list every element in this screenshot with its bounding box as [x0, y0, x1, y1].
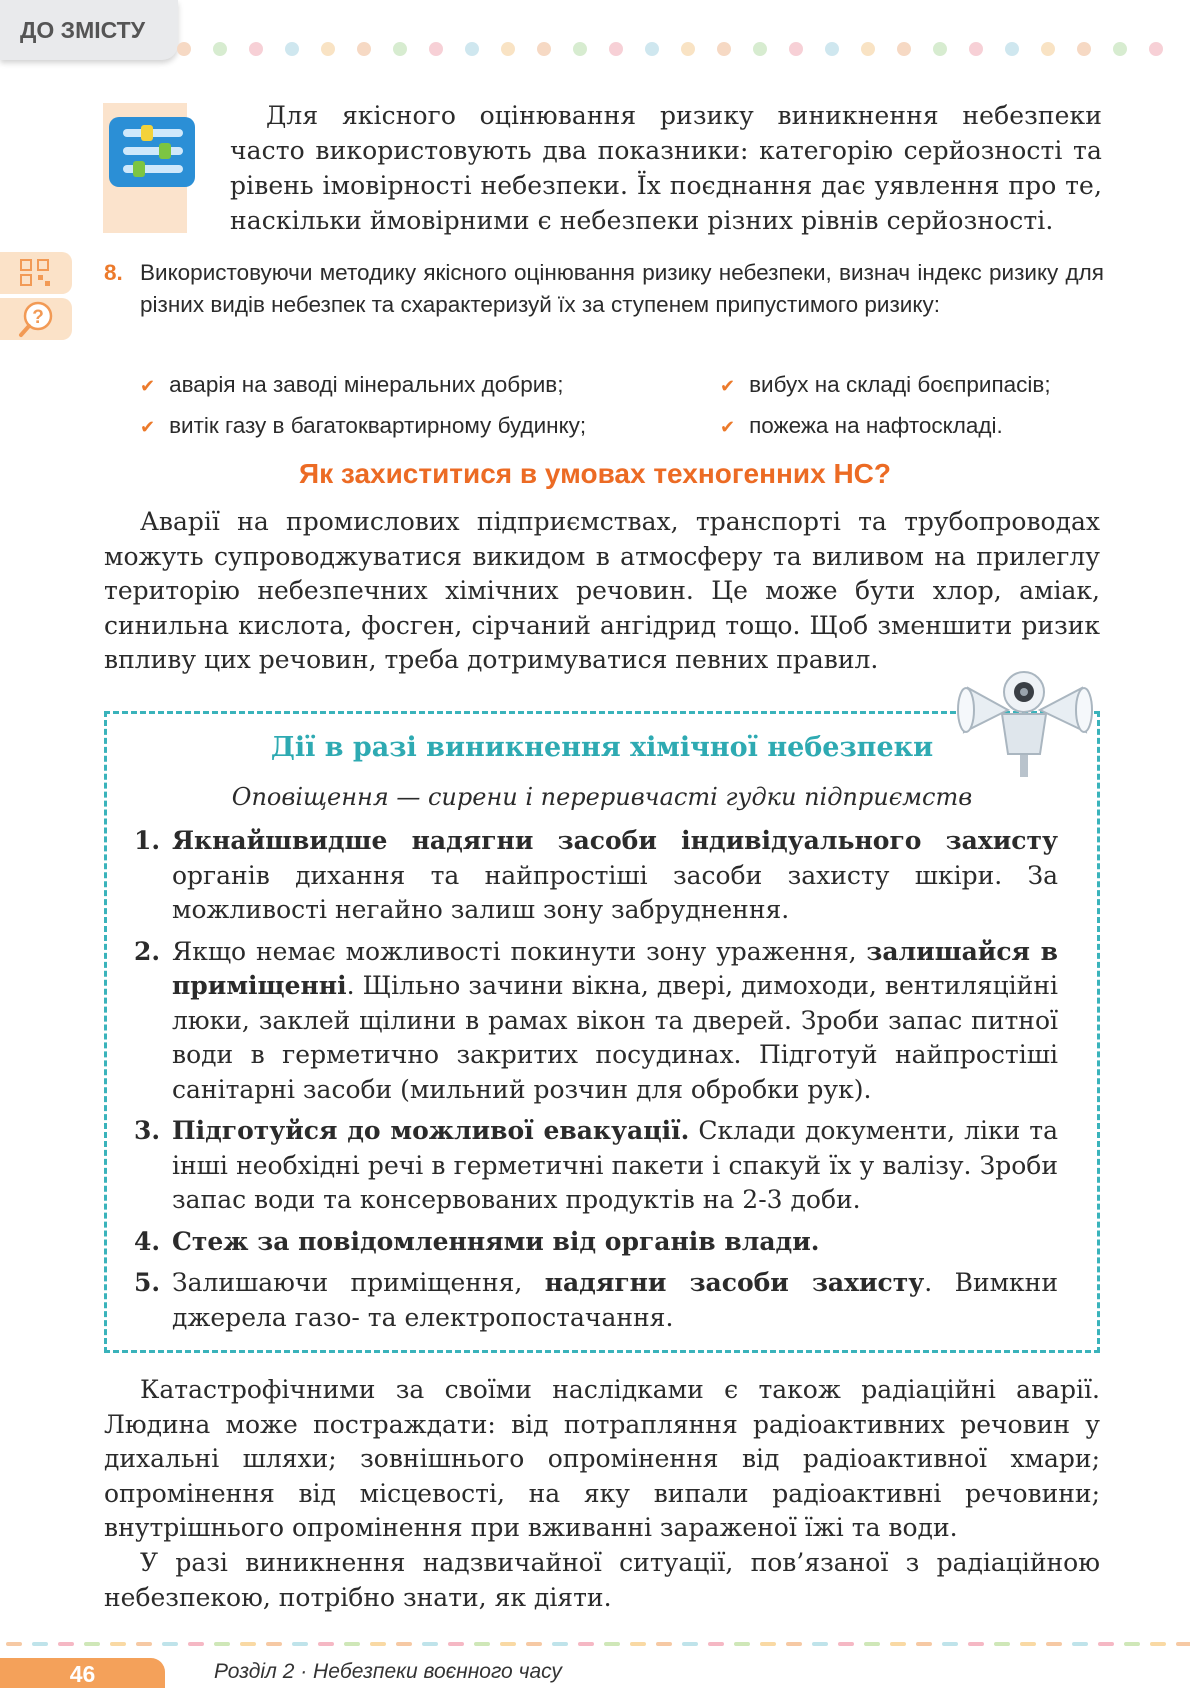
decor-dash	[292, 1642, 308, 1646]
step-item	[134, 935, 1058, 1108]
step-text: Залишаючи приміщення,	[172, 1268, 545, 1297]
step-item	[134, 1114, 1058, 1218]
decor-dot	[429, 42, 443, 56]
side-tab-question[interactable]	[0, 298, 72, 340]
decor-dash	[110, 1642, 126, 1646]
decor-dash	[604, 1642, 620, 1646]
decor-dash	[1046, 1642, 1062, 1646]
step-bold: надягни засоби захисту	[544, 1268, 925, 1297]
intro-paragraph: Для якісного оцінювання ризику виникнення небезпеки часто використовують два показники: категорію серйозності та рівень імовірності небезпеки. Їх поєднання дає уявлення про те, наскільки ймовірними є небезпеки різних рівнів серйозності.	[230, 101, 1102, 235]
decor-dot	[573, 42, 587, 56]
step-text: органів дихання та найпростіші засоби захисту шкіри. За можливості негайно залиш зону забруднення.	[172, 860, 1058, 924]
box-subtitle: Оповіщення — сирени і переривчасті гудки підприємств	[231, 783, 973, 811]
decor-dash	[188, 1642, 204, 1646]
step-text: Якщо немає можливості покинути зону ураження,	[172, 936, 867, 966]
task-text: Використовуючи методику якісного оцінювання ризику небезпеки, визнач індекс ризику для різних видів небезпек та схарактеризуй їх за ступенем припустимого ризику:	[140, 260, 1104, 317]
list-item-text: аварія на заводі мінеральних добрив;	[169, 372, 564, 397]
checkmark-icon: ✔	[140, 376, 156, 396]
decor-dot	[609, 42, 623, 56]
decor-dot	[321, 42, 335, 56]
decor-dash	[552, 1642, 568, 1646]
sliders-icon	[103, 103, 199, 233]
step-bold: Якнайшвидше надягни засоби індивідуального захисту	[172, 826, 1058, 855]
svg-text:?: ?	[32, 307, 44, 328]
decor-dot	[1149, 42, 1163, 56]
decor-dot	[465, 42, 479, 56]
decor-dash	[656, 1642, 672, 1646]
decor-dash	[162, 1642, 178, 1646]
decor-dash	[1150, 1642, 1166, 1646]
step-bold: залишайся в приміщенні	[172, 936, 1058, 1000]
decor-dot	[393, 42, 407, 56]
step-text: Склади документи, ліки та інші необхідні речі в герметичні пакети і спакуй їх у валізу. Зроби запас води та консервованих продуктів на 2-3 доби.	[172, 1116, 1058, 1214]
decor-dot	[177, 42, 191, 56]
step-number: 4.	[134, 1226, 161, 1256]
task-list	[140, 365, 1110, 447]
decor-dash	[864, 1642, 880, 1646]
top-dots-decoration	[176, 40, 1186, 58]
question-magnifier-icon	[16, 300, 56, 338]
decor-dot	[213, 42, 227, 56]
decor-dash	[266, 1642, 282, 1646]
decor-dash	[344, 1642, 360, 1646]
decor-dash	[240, 1642, 256, 1646]
decor-dash	[890, 1642, 906, 1646]
step-number: 3.	[134, 1116, 161, 1145]
grid-icon	[18, 258, 54, 288]
decor-dot	[1113, 42, 1127, 56]
toc-button[interactable]: ДО ЗМІСТУ	[0, 0, 178, 60]
decor-dash	[1072, 1642, 1088, 1646]
list-item	[720, 406, 1110, 447]
checkmark-icon: ✔	[720, 417, 736, 437]
checkmark-icon: ✔	[720, 376, 736, 396]
decor-dash	[396, 1642, 412, 1646]
decor-dash	[916, 1642, 932, 1646]
decor-dash	[734, 1642, 750, 1646]
decor-dot	[753, 42, 767, 56]
decor-dash	[760, 1642, 776, 1646]
decor-dot	[897, 42, 911, 56]
decor-dash	[422, 1642, 438, 1646]
decor-dash	[1098, 1642, 1114, 1646]
decor-dot	[717, 42, 731, 56]
decor-dash	[708, 1642, 724, 1646]
steps-list	[134, 824, 1058, 1342]
step-number: 1.	[134, 826, 161, 855]
decor-dash	[578, 1642, 594, 1646]
decor-dash	[682, 1642, 698, 1646]
section-heading: Як захиститися в умовах техногенних НС?	[298, 458, 892, 489]
task	[104, 257, 1104, 321]
intro-text	[230, 98, 1102, 238]
decor-dash	[448, 1642, 464, 1646]
page-number: 46	[0, 1658, 165, 1688]
decor-dot	[285, 42, 299, 56]
step-item	[134, 1266, 1058, 1335]
decor-dot	[789, 42, 803, 56]
decor-dot	[357, 42, 371, 56]
decor-dot	[681, 42, 695, 56]
body-paragraph: Катастрофічними за своїми наслідками є також радіаційні аварії. Людина може постраждати: від потрапляння радіоактивних речовин у дихальні шляхи; зовнішнього опромінення від радіоактивної хмари; опромінення від місцевості, на яку випали радіоактивні речовини; внутрішнього опромінення при вживанні зараженої їжі та води.	[104, 1375, 1100, 1542]
decor-dash	[32, 1642, 48, 1646]
list-item	[720, 365, 1110, 406]
decor-dot	[1077, 42, 1091, 56]
decor-dash	[526, 1642, 542, 1646]
decor-dot	[249, 42, 263, 56]
decor-dash	[1176, 1642, 1190, 1646]
side-tab-grid[interactable]	[0, 252, 72, 294]
step-bold: Стеж за повідомленнями від органів влади.	[172, 1226, 820, 1256]
decor-dash	[942, 1642, 958, 1646]
decor-dash	[812, 1642, 828, 1646]
decor-dot	[861, 42, 875, 56]
decor-dash	[994, 1642, 1010, 1646]
decor-dash	[500, 1642, 516, 1646]
decor-dash	[318, 1642, 334, 1646]
body-paragraph: У разі виникнення надзвичайної ситуації, пов’язаної з радіаційною небезпекою, потрібно знати, як діяти.	[104, 1548, 1100, 1612]
decor-dot	[645, 42, 659, 56]
checkmark-icon: ✔	[140, 417, 156, 437]
list-item-text: вибух на складі боєприпасів;	[749, 372, 1051, 397]
body-paragraph: Аварії на промислових підприємствах, транспорті та трубопроводах можуть супроводжуватися викидом в атмосферу та виливом на прилеглу територію небезпечних хімічних речовин. Це може бути хлор, аміак, синильна кислота, фосген, сірчаний ангідрид тощо. Щоб зменшити ризик впливу цих речовин, треба дотримуватися певних правил.	[104, 507, 1100, 674]
megaphone-icon	[950, 670, 1100, 780]
decor-dash	[214, 1642, 230, 1646]
step-text: . Щільно зачини вікна, двері, димоходи, вентиляційні люки, заклей щілини в рамах вікон та дверей. Зроби запас питної води в герметично закритих посудинах. Підготуй найпростіші санітарні засоби (мильний розчин для обробки рук).	[172, 971, 1058, 1104]
list-item-text: витік газу в багатоквартирному будинку;	[169, 413, 587, 438]
step-number: 5.	[134, 1268, 161, 1297]
decor-dot	[825, 42, 839, 56]
decor-dash	[786, 1642, 802, 1646]
decor-dash	[136, 1642, 152, 1646]
decor-dash	[6, 1642, 22, 1646]
list-item	[140, 406, 720, 447]
decor-dash	[838, 1642, 854, 1646]
decor-dash	[370, 1642, 386, 1646]
task-number: 8.	[104, 260, 123, 285]
decor-dot	[933, 42, 947, 56]
step-item	[134, 824, 1058, 928]
box-heading: Дії в разі виникнення хімічної небезпеки	[270, 732, 934, 763]
decor-dash	[630, 1642, 646, 1646]
decor-dot	[1005, 42, 1019, 56]
decor-dot	[969, 42, 983, 56]
step-text: . Вимкни джерела газо- та електропостачання.	[172, 1268, 1059, 1332]
list-item	[140, 365, 720, 406]
step-item	[134, 1225, 1058, 1260]
list-item-text: пожежа на нафтоскладі.	[749, 413, 1003, 438]
footer-chapter: Розділ 2 · Небезпеки воєнного часу	[214, 1660, 562, 1683]
decor-dot	[537, 42, 551, 56]
step-number: 2.	[134, 936, 161, 966]
decor-dash	[84, 1642, 100, 1646]
decor-dash	[1124, 1642, 1140, 1646]
decor-dot	[501, 42, 515, 56]
decor-dot	[1041, 42, 1055, 56]
step-bold: Підготуйся до можливої евакуації.	[172, 1116, 690, 1145]
decor-dash	[1020, 1642, 1036, 1646]
decor-dash	[968, 1642, 984, 1646]
bottom-dashes-decoration	[0, 1640, 1190, 1648]
decor-dash	[474, 1642, 490, 1646]
decor-dash	[58, 1642, 74, 1646]
